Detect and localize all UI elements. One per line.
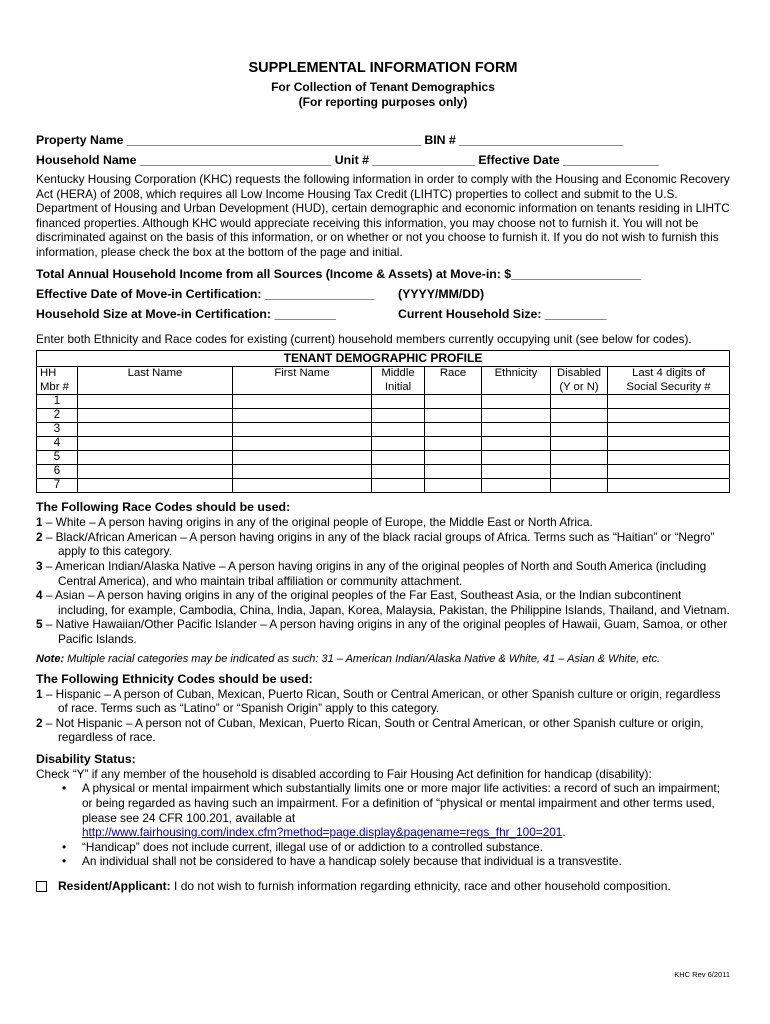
tenant-demographic-table bbox=[36, 350, 730, 493]
form-subtitle-purpose: (For reporting purposes only) bbox=[298, 95, 468, 109]
code-item: 5 – Native Hawaiian/Other Pacific Islander – A person having origins in any of the original peoples of Hawaii, Guam, Samoa, or other Pacific Islands. bbox=[36, 617, 728, 646]
fairhousing-link[interactable]: http://www.fairhousing.com/index.cfm?method=page.display&pagename=regs_fhr_100=201 bbox=[82, 825, 563, 840]
income-field[interactable]: Total Annual Household Income from all Sources (Income & Assets) at Move-in: $___________________ bbox=[36, 266, 642, 281]
ssn-cell[interactable] bbox=[608, 395, 730, 409]
col-middle-initial: Middle Initial bbox=[372, 367, 425, 395]
form-title: SUPPLEMENTAL INFORMATION FORM bbox=[248, 60, 518, 76]
disabled-cell[interactable] bbox=[551, 395, 608, 409]
disability-bullet-transvestite: • An individual shall not be considered to have a handicap solely because that individual is a transvestite. bbox=[62, 854, 622, 869]
household-size-row bbox=[36, 304, 730, 324]
disabled-cell[interactable] bbox=[551, 479, 608, 493]
table-header-row bbox=[37, 367, 730, 395]
table-row bbox=[37, 479, 730, 493]
code-item: 2 – Not Hispanic – A person not of Cuban, Mexican, Puerto Rican, South or Central American, or other Spanish culture or origin, regardless of race. bbox=[36, 715, 704, 745]
race-cell[interactable] bbox=[425, 479, 482, 493]
code-item: 1 – Hispanic – A person of Cuban, Mexican, Puerto Rican, South or Central American, or other Spanish culture or origin, regardless of race. Terms such as “Latino” or “Spanish Origin” apply to this category. bbox=[36, 686, 721, 716]
ssn-cell[interactable] bbox=[608, 423, 730, 437]
bullet-icon: • bbox=[62, 839, 67, 854]
household-size-field[interactable]: Household Size at Move-in Certification: _________ bbox=[36, 306, 336, 321]
hh-member-number: 2 bbox=[37, 409, 78, 423]
disabled-cell[interactable] bbox=[551, 451, 608, 465]
first-name-cell[interactable] bbox=[233, 479, 372, 493]
hh-member-number: 4 bbox=[37, 437, 78, 451]
first-name-cell[interactable] bbox=[233, 451, 372, 465]
last-name-cell[interactable] bbox=[78, 395, 233, 409]
col-disabled: Disabled (Y or N) bbox=[551, 367, 608, 395]
last-name-cell[interactable] bbox=[78, 409, 233, 423]
ethnicity-cell[interactable] bbox=[482, 395, 551, 409]
race-cell[interactable] bbox=[425, 437, 482, 451]
code-item: 3 – American Indian/Alaska Native – A person having origins in any of the original peoples of North and South America (including Central America), and who maintain tribal affiliation or community attachment. bbox=[36, 558, 707, 588]
table-row bbox=[37, 465, 730, 479]
table-row bbox=[37, 395, 730, 409]
table-row bbox=[37, 437, 730, 451]
race-codes-list bbox=[36, 515, 730, 646]
table-row bbox=[37, 409, 730, 423]
code-item: 1 – White – A person having origins in any of the original people of Europe, the Middle East or North Africa. bbox=[36, 515, 593, 530]
enter-codes-instruction: Enter both Ethnicity and Race codes for existing (current) household members currently occupying unit (see below for codes). bbox=[36, 331, 692, 346]
disability-bullet-impairment: • A physical or mental impairment which substantially limits one or more major life activities: a record of such an impairment; or being regarded as having such an impairment. For a definition of “physical or mental impairment and other terms used, please see 24 CFR 100.201, available at http://www.fairhousing.com/index.cfm?method=page.display&pagename=regs_fhr_100=201. bbox=[62, 781, 720, 840]
disabled-cell[interactable] bbox=[551, 437, 608, 451]
hh-member-number: 5 bbox=[37, 451, 78, 465]
revision-label: KHC Rev 6/2011 bbox=[674, 970, 730, 979]
resident-opt-out bbox=[36, 879, 730, 893]
household-name-field[interactable]: Household Name ____________________________ Unit # _______________ Effective Date ______________ bbox=[36, 153, 659, 167]
last-name-cell[interactable] bbox=[78, 479, 233, 493]
middle-initial-cell[interactable] bbox=[372, 479, 425, 493]
race-note: Note: Multiple racial categories may be indicated as such: 31 – American Indian/Alaska Native & White, 41 – Asian & White, etc. bbox=[36, 652, 661, 665]
ethnicity-cell[interactable] bbox=[482, 423, 551, 437]
date-format-hint: (YYYY/MM/DD) bbox=[398, 286, 485, 301]
ssn-cell[interactable] bbox=[608, 465, 730, 479]
ssn-cell[interactable] bbox=[608, 479, 730, 493]
opt-out-checkbox[interactable] bbox=[36, 881, 47, 892]
last-name-cell[interactable] bbox=[78, 423, 233, 437]
disabled-cell[interactable] bbox=[551, 423, 608, 437]
last-name-cell[interactable] bbox=[78, 465, 233, 479]
effective-date-field[interactable]: Effective Date of Move-in Certification: ________________ bbox=[36, 286, 375, 301]
ethnicity-cell[interactable] bbox=[482, 409, 551, 423]
col-ethnicity: Ethnicity bbox=[482, 367, 551, 395]
effective-date-row bbox=[36, 284, 730, 304]
table-caption: TENANT DEMOGRAPHIC PROFILE bbox=[37, 351, 730, 367]
hh-member-number: 7 bbox=[37, 479, 78, 493]
disability-bullet-handicap: • “Handicap” does not include current, illegal use of or addiction to a controlled substance. bbox=[62, 839, 544, 854]
middle-initial-cell[interactable] bbox=[372, 465, 425, 479]
resident-text: I do not wish to furnish information regarding ethnicity, race and other household composition. bbox=[170, 879, 671, 894]
ssn-cell[interactable] bbox=[608, 451, 730, 465]
disability-intro: Check “Y” if any member of the household is disabled according to Fair Housing Act definition for handicap (disability): bbox=[36, 766, 652, 781]
middle-initial-cell[interactable] bbox=[372, 423, 425, 437]
race-cell[interactable] bbox=[425, 395, 482, 409]
ssn-cell[interactable] bbox=[608, 409, 730, 423]
ssn-cell[interactable] bbox=[608, 437, 730, 451]
property-name-field[interactable]: Property Name ___________________________________________ BIN # ________________________ bbox=[36, 133, 624, 147]
race-cell[interactable] bbox=[425, 465, 482, 479]
resident-label: Resident/Applicant: bbox=[58, 879, 171, 894]
disabled-cell[interactable] bbox=[551, 465, 608, 479]
first-name-cell[interactable] bbox=[233, 423, 372, 437]
form-page bbox=[36, 60, 730, 893]
hh-member-number: 3 bbox=[37, 423, 78, 437]
col-last-name: Last Name bbox=[78, 367, 233, 395]
ethnicity-codes-list bbox=[36, 687, 730, 745]
middle-initial-cell[interactable] bbox=[372, 437, 425, 451]
first-name-cell[interactable] bbox=[233, 395, 372, 409]
col-hh-mbr: HH Mbr # bbox=[37, 367, 78, 395]
ethnicity-cell[interactable] bbox=[482, 451, 551, 465]
bullet-icon: • bbox=[62, 781, 67, 796]
race-codes-heading: The Following Race Codes should be used: bbox=[36, 500, 291, 515]
first-name-cell[interactable] bbox=[233, 437, 372, 451]
middle-initial-cell[interactable] bbox=[372, 451, 425, 465]
table-row bbox=[37, 451, 730, 465]
last-name-cell[interactable] bbox=[78, 451, 233, 465]
ethnicity-codes-heading: The Following Ethnicity Codes should be used: bbox=[36, 671, 313, 686]
current-size-field[interactable]: Current Household Size: _________ bbox=[398, 306, 607, 321]
middle-initial-cell[interactable] bbox=[372, 395, 425, 409]
code-item: 4 – Asian – A person having origins in any of the original peoples of the Far East, Southeast Asia, or the Indian subcontinent including, for example, Cambodia, China, India, Japan, Korea, Malaysia, Pakistan, the Philippine Islands, Thailand, and Vietnam. bbox=[36, 588, 730, 617]
first-name-cell[interactable] bbox=[233, 409, 372, 423]
col-first-name: First Name bbox=[233, 367, 372, 395]
hh-member-number: 6 bbox=[37, 465, 78, 479]
disability-heading: Disability Status: bbox=[36, 751, 136, 766]
race-cell[interactable] bbox=[425, 423, 482, 437]
hh-member-number: 1 bbox=[37, 395, 78, 409]
code-item: 2 – Black/African American – A person having origins in any of the black racial groups of Africa. Terms such as “Haitian” or “Negro” apply to this category. bbox=[36, 529, 715, 559]
table-row bbox=[37, 423, 730, 437]
ethnicity-cell[interactable] bbox=[482, 437, 551, 451]
race-cell[interactable] bbox=[425, 409, 482, 423]
col-race: Race bbox=[425, 367, 482, 395]
first-name-cell[interactable] bbox=[233, 465, 372, 479]
col-ssn-last4: Last 4 digits of Social Security # bbox=[608, 367, 730, 395]
race-cell[interactable] bbox=[425, 451, 482, 465]
form-subtitle: For Collection of Tenant Demographics bbox=[271, 80, 495, 94]
bullet-icon: • bbox=[62, 854, 67, 869]
ethnicity-cell[interactable] bbox=[482, 465, 551, 479]
last-name-cell[interactable] bbox=[78, 437, 233, 451]
ethnicity-cell[interactable] bbox=[482, 479, 551, 493]
intro-paragraph: Kentucky Housing Corporation (KHC) requests the following information in order to comply with the Housing and Economic Recovery Act (HERA) of 2008, which requires all Low Income Housing Tax Credit (LIHTC) properties to collect and submit to the U.S. Department of Housing and Urban Development (HUD), certain demographic and economic information on tenants residing in LIHTC financed properties. Although KHC would appreciate receiving this information, you may choose not to furnish it. You will not be discriminated against on the basis of this information, or on whether or not you choose to furnish it. If you do not wish to furnish this information, please check the box at the bottom of the page and initial. bbox=[36, 172, 730, 259]
middle-initial-cell[interactable] bbox=[372, 409, 425, 423]
disabled-cell[interactable] bbox=[551, 409, 608, 423]
